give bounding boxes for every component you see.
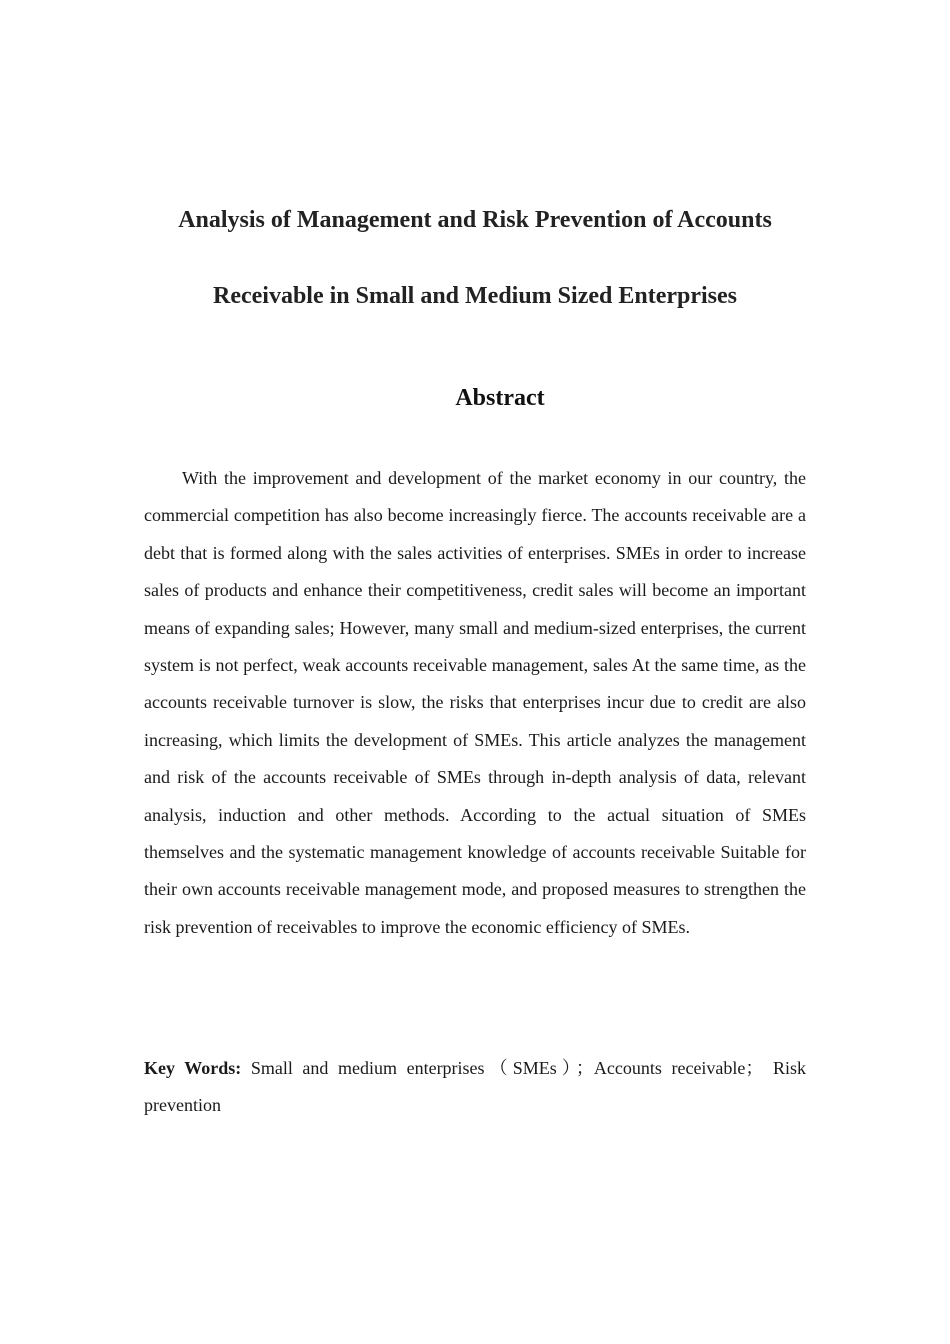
keywords-label: Key Words: <box>144 1058 242 1078</box>
paper-title-line-2: Receivable in Small and Medium Sized Enterprises <box>213 283 737 309</box>
keywords-paragraph <box>144 1050 806 1124</box>
abstract-heading: Abstract <box>455 385 545 411</box>
abstract-body: With the improvement and development of the market economy in our country, the commercial competition has also become increasingly fierce. The accounts receivable are a debt that is formed along with the sales activities of enterprises. SMEs in order to increase sales of products and enhance their competitiveness, credit sales will become an important means of expanding sales; However, many small and medium-sized enterprises, the current system is not perfect, weak accounts receivable management, sales At the same time, as the accounts receivable turnover is slow, the risks that enterprises incur due to credit are also increasing, which limits the development of SMEs. This article analyzes the management and risk of the accounts receivable of SMEs through in-depth analysis of data, relevant analysis, induction and other methods. According to the actual situation of SMEs themselves and the systematic management knowledge of accounts receivable Suitable for their own accounts receivable management mode, and proposed measures to strengthen the risk prevention of receivables to improve the economic efficiency of SMEs. <box>144 468 806 937</box>
paper-title-line-1: Analysis of Management and Risk Prevention of Accounts <box>178 207 772 233</box>
keywords-text: Small and medium enterprises（SMEs）；Accounts receivable； Risk prevention <box>144 1058 807 1115</box>
